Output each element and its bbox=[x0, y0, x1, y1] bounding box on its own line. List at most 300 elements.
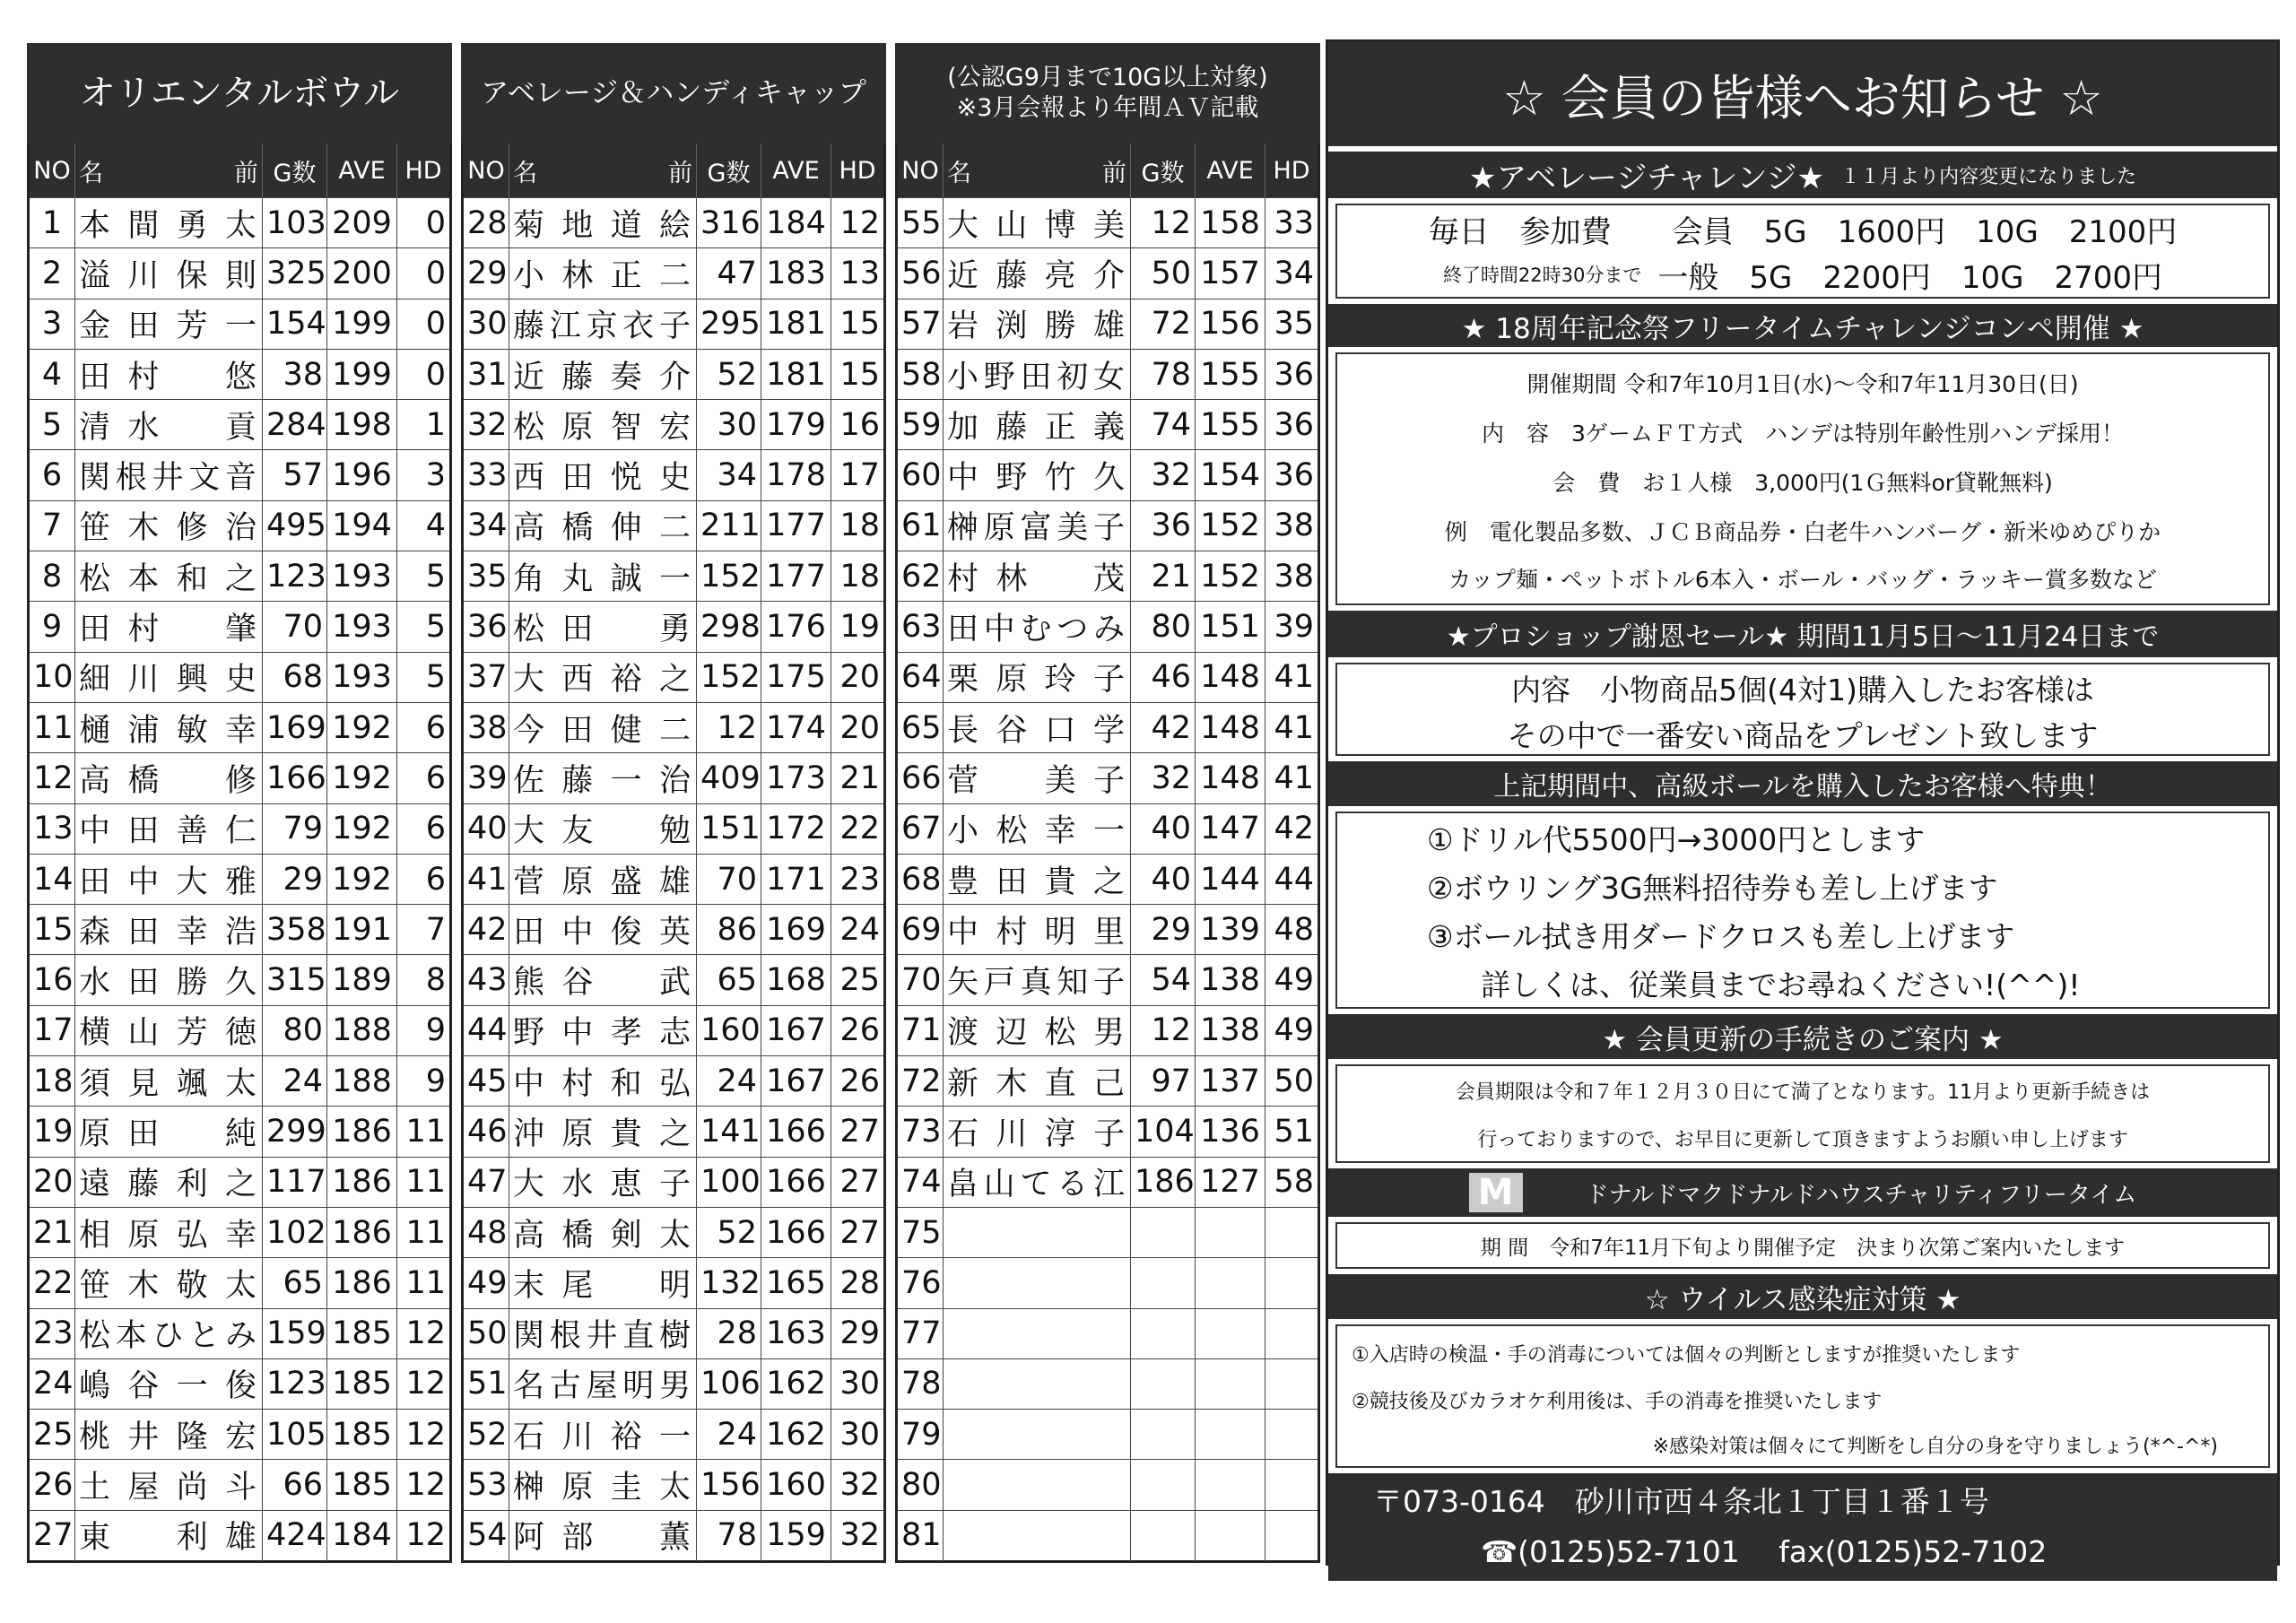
handicap: 18 bbox=[831, 551, 885, 602]
handicap: 44 bbox=[1265, 854, 1319, 904]
player-name: 中村和弘 bbox=[509, 1056, 697, 1107]
games-count: 154 bbox=[263, 299, 327, 349]
ball-bonus-line2: ②ボウリング3G無料招待券も差し上げます bbox=[1427, 870, 1998, 906]
player-name: 豊田貴之 bbox=[944, 854, 1131, 904]
rank-number: 12 bbox=[29, 753, 75, 803]
average: 173 bbox=[761, 753, 831, 803]
rank-number: 51 bbox=[463, 1358, 509, 1409]
rank-number: 81 bbox=[897, 1510, 944, 1561]
rank-number: 47 bbox=[463, 1157, 509, 1207]
games-count: 152 bbox=[697, 551, 761, 602]
games-count: 46 bbox=[1131, 652, 1196, 702]
handicap: 27 bbox=[831, 1157, 885, 1207]
games-count: 12 bbox=[697, 702, 761, 752]
average: 196 bbox=[327, 450, 397, 500]
table-row bbox=[897, 248, 1319, 299]
average: 137 bbox=[1196, 1056, 1265, 1107]
table-row bbox=[897, 1308, 1319, 1358]
games-count: 298 bbox=[697, 602, 761, 652]
games-count bbox=[1131, 1258, 1196, 1308]
games-count: 132 bbox=[697, 1258, 761, 1308]
games-count: 24 bbox=[263, 1056, 327, 1107]
table-row bbox=[29, 753, 451, 803]
average: 174 bbox=[761, 702, 831, 752]
rank-number: 68 bbox=[897, 854, 944, 904]
player-name bbox=[944, 1308, 1131, 1358]
games-count bbox=[1131, 1207, 1196, 1257]
handicap: 51 bbox=[1265, 1107, 1319, 1157]
average: 127 bbox=[1196, 1157, 1265, 1207]
rank-number: 41 bbox=[463, 854, 509, 904]
table-row bbox=[897, 1005, 1319, 1055]
games-count: 295 bbox=[697, 299, 761, 349]
average: 177 bbox=[761, 500, 831, 551]
table-row bbox=[897, 1207, 1319, 1257]
table-row bbox=[897, 1056, 1319, 1107]
average: 171 bbox=[761, 854, 831, 904]
average: 138 bbox=[1196, 1005, 1265, 1055]
average: 172 bbox=[761, 803, 831, 854]
ranking-table-3 bbox=[895, 143, 1320, 1563]
rank-number: 56 bbox=[897, 248, 944, 299]
player-name: 水田勝久 bbox=[75, 955, 263, 1005]
notice-title: ☆ 会員の皆様へお知らせ ☆ bbox=[1328, 42, 2277, 146]
rank-number: 77 bbox=[897, 1308, 944, 1358]
rank-number: 74 bbox=[897, 1157, 944, 1207]
games-count: 32 bbox=[1131, 753, 1196, 803]
handicap: 19 bbox=[831, 602, 885, 652]
rank-number: 22 bbox=[29, 1258, 75, 1308]
proshop-box bbox=[1335, 663, 2270, 756]
table-row bbox=[29, 955, 451, 1005]
handicap: 41 bbox=[1265, 753, 1319, 803]
table-row bbox=[29, 1410, 451, 1460]
games-count: 159 bbox=[263, 1308, 327, 1358]
table-row bbox=[897, 1157, 1319, 1207]
player-name: 田村 悠 bbox=[75, 349, 263, 399]
games-count: 30 bbox=[697, 400, 761, 450]
average: 175 bbox=[761, 652, 831, 702]
player-name: 土屋尚斗 bbox=[75, 1460, 263, 1510]
handicap: 11 bbox=[397, 1207, 451, 1257]
table-row bbox=[897, 955, 1319, 1005]
handicap bbox=[1265, 1358, 1319, 1409]
average: 183 bbox=[761, 248, 831, 299]
header-no: NO bbox=[463, 143, 509, 198]
average: 176 bbox=[761, 602, 831, 652]
player-name bbox=[944, 1358, 1131, 1409]
average: 179 bbox=[761, 400, 831, 450]
rank-number: 26 bbox=[29, 1460, 75, 1510]
average: 166 bbox=[761, 1157, 831, 1207]
average: 186 bbox=[327, 1258, 397, 1308]
average: 155 bbox=[1196, 349, 1265, 399]
games-count: 166 bbox=[263, 753, 327, 803]
average: 185 bbox=[327, 1460, 397, 1510]
table-row bbox=[463, 1157, 885, 1207]
table-row bbox=[29, 702, 451, 752]
player-name: 中田善仁 bbox=[75, 803, 263, 854]
games-count: 186 bbox=[1131, 1157, 1196, 1207]
table-row bbox=[463, 198, 885, 248]
average: 165 bbox=[761, 1258, 831, 1308]
handicap: 0 bbox=[397, 198, 451, 248]
rank-number: 53 bbox=[463, 1460, 509, 1510]
handicap: 6 bbox=[397, 753, 451, 803]
player-name: 田中俊英 bbox=[509, 905, 697, 955]
handicap bbox=[1265, 1258, 1319, 1308]
rank-number: 59 bbox=[897, 400, 944, 450]
games-count: 358 bbox=[263, 905, 327, 955]
games-count: 24 bbox=[697, 1410, 761, 1460]
handicap: 30 bbox=[831, 1410, 885, 1460]
table-row bbox=[463, 1460, 885, 1510]
handicap: 9 bbox=[397, 1005, 451, 1055]
average: 162 bbox=[761, 1410, 831, 1460]
rank-number: 31 bbox=[463, 349, 509, 399]
rank-number: 73 bbox=[897, 1107, 944, 1157]
rank-number: 28 bbox=[463, 198, 509, 248]
table-row bbox=[463, 450, 885, 500]
handicap: 0 bbox=[397, 248, 451, 299]
handicap: 42 bbox=[1265, 803, 1319, 854]
average: 167 bbox=[761, 1056, 831, 1107]
player-name: 榊原富美子 bbox=[944, 500, 1131, 551]
rank-number: 4 bbox=[29, 349, 75, 399]
table-row bbox=[29, 500, 451, 551]
average: 184 bbox=[761, 198, 831, 248]
handicap: 18 bbox=[831, 500, 885, 551]
rank-number: 48 bbox=[463, 1207, 509, 1257]
rank-number: 69 bbox=[897, 905, 944, 955]
table-row bbox=[897, 753, 1319, 803]
player-name: 矢戸真知子 bbox=[944, 955, 1131, 1005]
rank-number: 71 bbox=[897, 1005, 944, 1055]
table-row bbox=[897, 551, 1319, 602]
rank-number: 16 bbox=[29, 955, 75, 1005]
ranking-rows-2 bbox=[463, 198, 885, 1562]
rank-number: 43 bbox=[463, 955, 509, 1005]
handicap: 7 bbox=[397, 905, 451, 955]
player-name: 中野竹久 bbox=[944, 450, 1131, 500]
player-name: 東 利雄 bbox=[75, 1510, 263, 1561]
average: 193 bbox=[327, 551, 397, 602]
rank-number: 52 bbox=[463, 1410, 509, 1460]
rank-number: 2 bbox=[29, 248, 75, 299]
table-row bbox=[897, 854, 1319, 904]
games-count: 100 bbox=[697, 1157, 761, 1207]
average: 181 bbox=[761, 349, 831, 399]
games-count: 24 bbox=[697, 1056, 761, 1107]
games-count: 36 bbox=[1131, 500, 1196, 551]
table-row bbox=[897, 1510, 1319, 1561]
handicap: 41 bbox=[1265, 702, 1319, 752]
rank-number: 63 bbox=[897, 602, 944, 652]
rank-number: 38 bbox=[463, 702, 509, 752]
games-count: 32 bbox=[1131, 450, 1196, 500]
games-count: 103 bbox=[263, 198, 327, 248]
handicap: 26 bbox=[831, 1056, 885, 1107]
anniversary-box bbox=[1335, 352, 2270, 605]
table-row bbox=[463, 1258, 885, 1308]
player-name: 笹木敬太 bbox=[75, 1258, 263, 1308]
table-row bbox=[29, 602, 451, 652]
games-count: 160 bbox=[697, 1005, 761, 1055]
table-row bbox=[29, 1258, 451, 1308]
rank-number: 32 bbox=[463, 400, 509, 450]
table-header-row bbox=[29, 143, 451, 198]
average: 138 bbox=[1196, 955, 1265, 1005]
games-count: 97 bbox=[1131, 1056, 1196, 1107]
player-name: 今田健二 bbox=[509, 702, 697, 752]
player-name: 石川淳子 bbox=[944, 1107, 1131, 1157]
rank-number: 67 bbox=[897, 803, 944, 854]
proshop-line1: 内容 小物商品5個(4対1)購入したお客様は bbox=[1511, 672, 2094, 707]
games-count: 105 bbox=[263, 1410, 327, 1460]
rank-number: 17 bbox=[29, 1005, 75, 1055]
table-row bbox=[29, 299, 451, 349]
anniversary-content: 内 容 3ゲームＦＴ方式 ハンデは特別年齢性別ハンデ採用！ bbox=[1482, 420, 2124, 447]
virus-line1: ①入店時の検温・手の消毒については個々の判断としますが推奨いたします bbox=[1352, 1343, 2021, 1367]
average: 186 bbox=[327, 1107, 397, 1157]
handicap: 20 bbox=[831, 652, 885, 702]
handicap: 27 bbox=[831, 1107, 885, 1157]
average: 188 bbox=[327, 1056, 397, 1107]
games-count: 409 bbox=[697, 753, 761, 803]
rank-number: 39 bbox=[463, 753, 509, 803]
virus-bar: ☆ ウイルス感染症対策 ★ bbox=[1328, 1274, 2277, 1319]
games-count: 68 bbox=[263, 652, 327, 702]
mcdonalds-logo-icon: M bbox=[1469, 1173, 1523, 1212]
games-count: 65 bbox=[697, 955, 761, 1005]
average bbox=[1196, 1207, 1265, 1257]
player-name: 藤江京衣子 bbox=[509, 299, 697, 349]
average: 154 bbox=[1196, 450, 1265, 500]
rank-number: 24 bbox=[29, 1358, 75, 1409]
notice-panel bbox=[1326, 39, 2280, 1569]
table-row bbox=[29, 1358, 451, 1409]
rank-number: 76 bbox=[897, 1258, 944, 1308]
games-count: 21 bbox=[1131, 551, 1196, 602]
player-name: 加藤正義 bbox=[944, 400, 1131, 450]
player-name: 須見颯太 bbox=[75, 1056, 263, 1107]
games-count: 315 bbox=[263, 955, 327, 1005]
handicap: 33 bbox=[1265, 198, 1319, 248]
table-row bbox=[463, 854, 885, 904]
handicap: 23 bbox=[831, 854, 885, 904]
games-count bbox=[1131, 1460, 1196, 1510]
handicap: 41 bbox=[1265, 652, 1319, 702]
handicap: 49 bbox=[1265, 1005, 1319, 1055]
handicap: 5 bbox=[397, 551, 451, 602]
table-row bbox=[29, 349, 451, 399]
table-row bbox=[463, 803, 885, 854]
rank-number: 75 bbox=[897, 1207, 944, 1257]
games-count: 424 bbox=[263, 1510, 327, 1561]
player-name: 菊地道絵 bbox=[509, 198, 697, 248]
table-row bbox=[29, 1207, 451, 1257]
charity-bar: M ドナルドマクドナルドハウスチャリティフリータイム bbox=[1328, 1168, 2277, 1217]
games-count: 80 bbox=[263, 1005, 327, 1055]
rank-number: 65 bbox=[897, 702, 944, 752]
table-row bbox=[897, 400, 1319, 450]
average: 181 bbox=[761, 299, 831, 349]
player-name: 横山芳徳 bbox=[75, 1005, 263, 1055]
games-count bbox=[1131, 1308, 1196, 1358]
handicap: 6 bbox=[397, 803, 451, 854]
rank-number: 3 bbox=[29, 299, 75, 349]
average: 156 bbox=[1196, 299, 1265, 349]
average: 163 bbox=[761, 1308, 831, 1358]
handicap: 13 bbox=[831, 248, 885, 299]
handicap: 12 bbox=[831, 198, 885, 248]
renewal-line1: 会員期限は令和７年１２月３０日にて満了となります。11月より更新手続きは bbox=[1455, 1081, 2151, 1104]
player-name: 西田悦史 bbox=[509, 450, 697, 500]
player-name: 末尾 明 bbox=[509, 1258, 697, 1308]
header-no: NO bbox=[897, 143, 944, 198]
table-row bbox=[463, 1308, 885, 1358]
handicap bbox=[1265, 1207, 1319, 1257]
table-row bbox=[29, 1460, 451, 1510]
average: 198 bbox=[327, 400, 397, 450]
player-name: 関根井文音 bbox=[75, 450, 263, 500]
handicap: 32 bbox=[831, 1510, 885, 1561]
player-name: 角丸誠一 bbox=[509, 551, 697, 602]
table-row bbox=[29, 551, 451, 602]
rank-number: 45 bbox=[463, 1056, 509, 1107]
rank-number: 29 bbox=[463, 248, 509, 299]
player-name: 野中孝志 bbox=[509, 1005, 697, 1055]
header-no: NO bbox=[29, 143, 75, 198]
column-1-title-text: オリエンタルボウル bbox=[79, 73, 400, 114]
rank-number: 6 bbox=[29, 450, 75, 500]
rank-number: 57 bbox=[897, 299, 944, 349]
player-name: 大西裕之 bbox=[509, 652, 697, 702]
player-name bbox=[944, 1207, 1131, 1257]
rank-number: 44 bbox=[463, 1005, 509, 1055]
player-name: 大水恵子 bbox=[509, 1157, 697, 1207]
average: 209 bbox=[327, 198, 397, 248]
handicap: 32 bbox=[831, 1460, 885, 1510]
handicap: 38 bbox=[1265, 551, 1319, 602]
header-name: 名 前 bbox=[75, 143, 263, 198]
player-name: 高橋 修 bbox=[75, 753, 263, 803]
ranking-column-1 bbox=[27, 43, 452, 1563]
games-count: 156 bbox=[697, 1460, 761, 1510]
handicap: 22 bbox=[831, 803, 885, 854]
table-header-row bbox=[897, 143, 1319, 198]
average: 147 bbox=[1196, 803, 1265, 854]
player-name: 細川興史 bbox=[75, 652, 263, 702]
average bbox=[1196, 1358, 1265, 1409]
rank-number: 60 bbox=[897, 450, 944, 500]
column-2-title-text: アベレージ＆ハンディキャップ bbox=[481, 76, 866, 109]
player-name: 熊谷 武 bbox=[509, 955, 697, 1005]
avg-challenge-general-line: 終了時間22時30分まで 一般 5G 2200円 10G 2700円 bbox=[1442, 259, 2163, 296]
table-row bbox=[897, 1107, 1319, 1157]
average bbox=[1196, 1258, 1265, 1308]
rank-number: 18 bbox=[29, 1056, 75, 1107]
table-row bbox=[29, 1308, 451, 1358]
handicap: 1 bbox=[397, 400, 451, 450]
handicap: 5 bbox=[397, 602, 451, 652]
table-row bbox=[29, 1056, 451, 1107]
average: 166 bbox=[761, 1207, 831, 1257]
average: 152 bbox=[1196, 500, 1265, 551]
games-count: 104 bbox=[1131, 1107, 1196, 1157]
player-name: 小野田初女 bbox=[944, 349, 1131, 399]
games-count: 42 bbox=[1131, 702, 1196, 752]
handicap: 50 bbox=[1265, 1056, 1319, 1107]
table-row bbox=[463, 1410, 885, 1460]
rank-number: 15 bbox=[29, 905, 75, 955]
average: 148 bbox=[1196, 702, 1265, 752]
games-count: 38 bbox=[263, 349, 327, 399]
ranking-rows-3 bbox=[897, 198, 1319, 1562]
player-name: 佐藤一治 bbox=[509, 753, 697, 803]
player-name: 榊原圭太 bbox=[509, 1460, 697, 1510]
handicap: 36 bbox=[1265, 349, 1319, 399]
table-row bbox=[29, 1005, 451, 1055]
rank-number: 20 bbox=[29, 1157, 75, 1207]
average bbox=[1196, 1510, 1265, 1561]
header-games: G数 bbox=[1131, 143, 1196, 198]
handicap: 15 bbox=[831, 349, 885, 399]
games-count: 29 bbox=[1131, 905, 1196, 955]
average: 199 bbox=[327, 349, 397, 399]
rank-number: 25 bbox=[29, 1410, 75, 1460]
table-row bbox=[29, 400, 451, 450]
games-count: 66 bbox=[263, 1460, 327, 1510]
games-count: 123 bbox=[263, 551, 327, 602]
handicap: 27 bbox=[831, 1207, 885, 1257]
table-row bbox=[463, 702, 885, 752]
player-name: 本間勇太 bbox=[75, 198, 263, 248]
games-count bbox=[1131, 1358, 1196, 1409]
header-name: 名 前 bbox=[944, 143, 1131, 198]
games-count: 50 bbox=[1131, 248, 1196, 299]
table-row bbox=[463, 652, 885, 702]
rank-number: 58 bbox=[897, 349, 944, 399]
average: 185 bbox=[327, 1358, 397, 1409]
games-count: 47 bbox=[697, 248, 761, 299]
handicap: 5 bbox=[397, 652, 451, 702]
rank-number: 50 bbox=[463, 1308, 509, 1358]
handicap: 11 bbox=[397, 1107, 451, 1157]
games-count bbox=[1131, 1410, 1196, 1460]
ranking-table-1 bbox=[27, 143, 452, 1563]
table-row bbox=[29, 652, 451, 702]
table-row bbox=[463, 551, 885, 602]
games-count: 325 bbox=[263, 248, 327, 299]
average: 158 bbox=[1196, 198, 1265, 248]
header-name: 名 前 bbox=[509, 143, 697, 198]
handicap: 36 bbox=[1265, 450, 1319, 500]
rank-number: 34 bbox=[463, 500, 509, 551]
player-name: 新木直己 bbox=[944, 1056, 1131, 1107]
header-hd: HD bbox=[397, 143, 451, 198]
handicap: 12 bbox=[397, 1358, 451, 1409]
handicap: 16 bbox=[831, 400, 885, 450]
player-name: 相原弘幸 bbox=[75, 1207, 263, 1257]
table-row bbox=[463, 349, 885, 399]
handicap: 39 bbox=[1265, 602, 1319, 652]
rank-number: 40 bbox=[463, 803, 509, 854]
charity-box bbox=[1335, 1222, 2270, 1269]
rank-number: 64 bbox=[897, 652, 944, 702]
postal-address: 〒073-0164 砂川市西４条北１丁目１番１号 bbox=[1373, 1484, 1989, 1519]
average: 192 bbox=[327, 803, 397, 854]
